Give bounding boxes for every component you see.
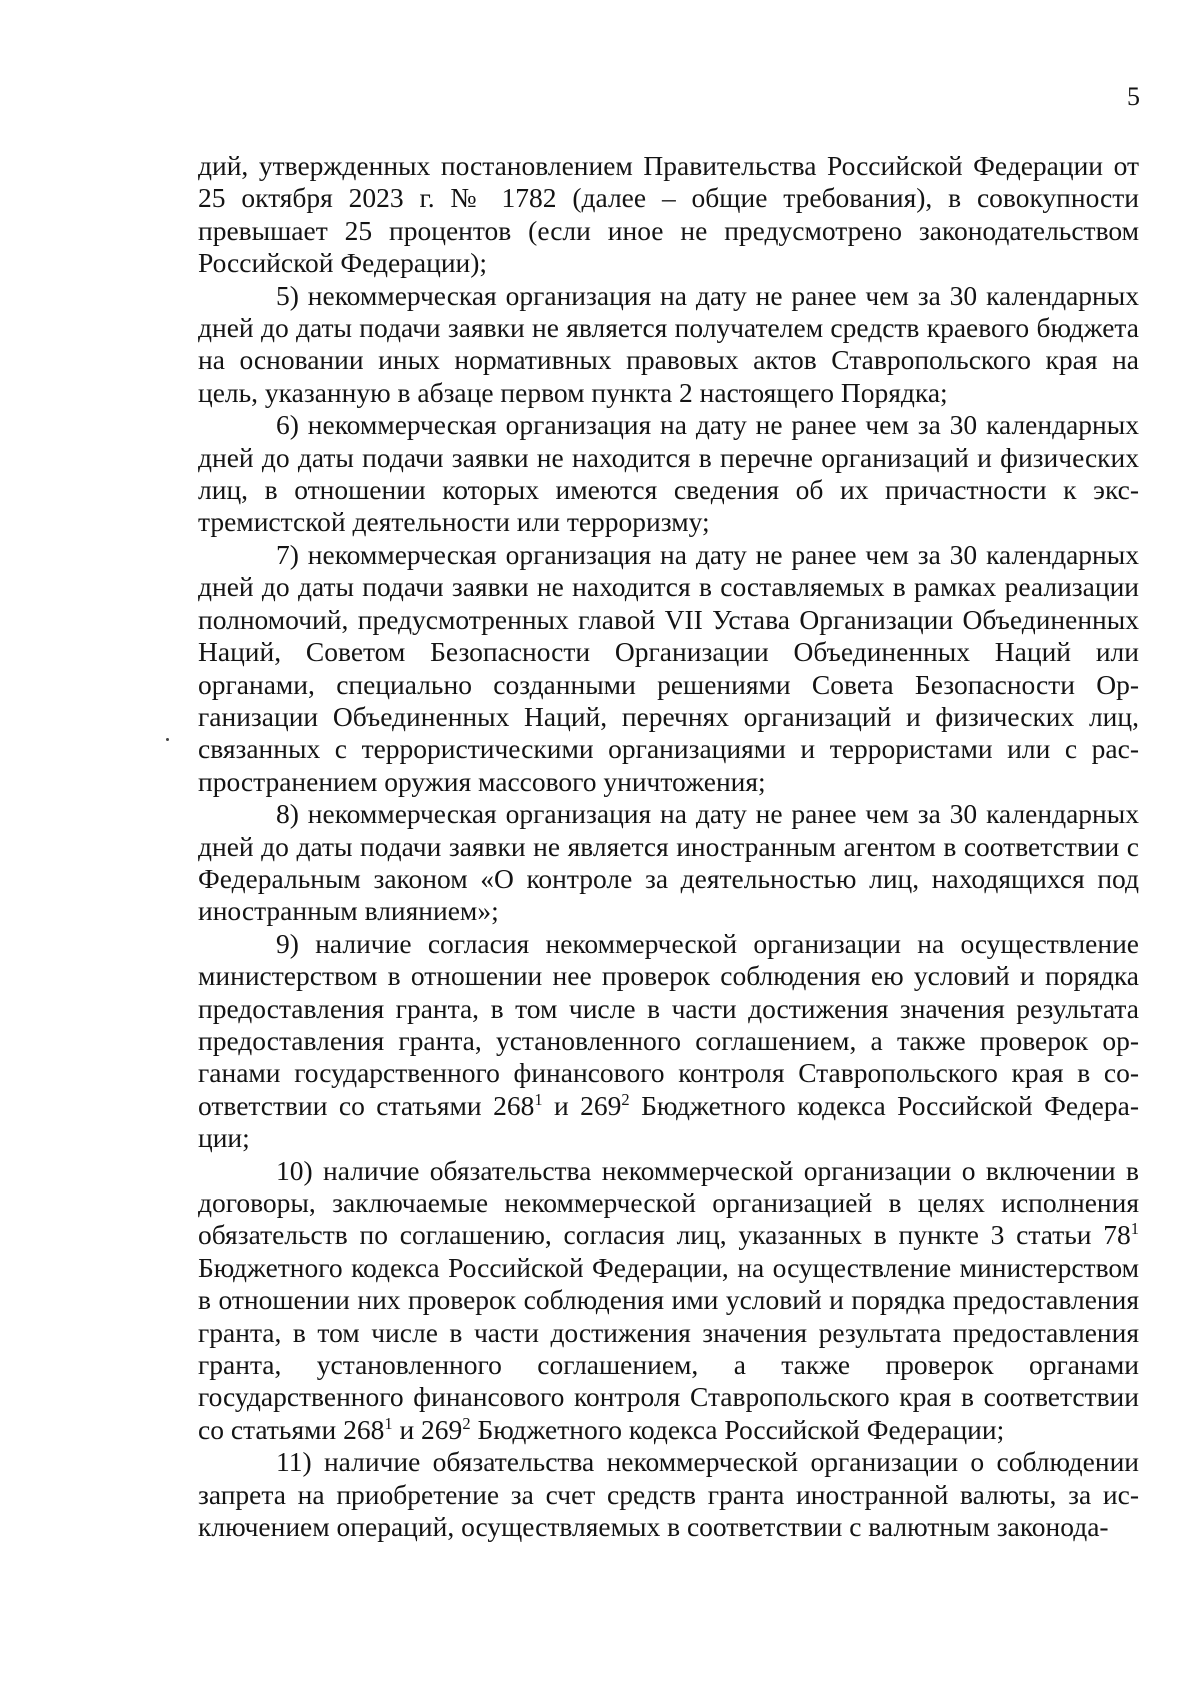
paragraph [198,539,1139,798]
paragraph-text: 7) некоммерческая организация на дату не ранее чем за 30 календарных дней до даты подачи заявки не находится в составляемых в рамках реализации полномочий, предусмотренных главой VII Устава Организации Объединенных Наций, Советом Безопасности Организации Объединенных Наций или органами, специально созданными решениями Совета Безопасности Организации Объединенных Наций, перечнях организаций и физических лиц, связанных с террористическими организациями и террористами или с распространением оружия массового уничтожения; [198,538,1139,797]
paragraph-text: дий, утвержденных постановлением Правительства Российской Федерации от 25 октября 2023 г. № 1782 (далее – общие требования), в совокупности превышает 25 процентов (если иное не предусмотрено законодательством Российской Федерации); [198,150,1139,279]
superscript: 1 [534,1089,543,1109]
paragraph-text: и 269 [392,1413,463,1445]
paragraph-text: Бюджетного кодекса Российской Федерации, на осуществление министерством в отношении них проверок соблюдения ими условий и порядка предоставления гранта, в том числе в части достижения значения результата предоставления гранта, установленного соглашением, а также проверок органами государственного финансового контроля Ставропольского края в соответствии со статьями 268 [198,1251,1139,1445]
paragraph [198,928,1139,1155]
paragraph-text: и 269 [542,1089,622,1121]
paragraph-text: Бюджетного кодекса Российской Федерации; [470,1413,1005,1445]
superscript: 1 [1130,1219,1139,1239]
paragraph-text: 5) некоммерческая организация на дату не ранее чем за 30 календарных дней до даты подачи заявки не является получателем средств краевого бюджета на основании иных нормативных правовых актов Ставропольского края на цель, указанную в абзаце первом пункта 2 настоящего Порядка; [198,279,1139,408]
paragraph-text: 9) наличие согласия некоммерческой организации на осуществление министерством в отношении нее проверок соблюдения ею условий и порядка предоставления гранта, в том числе в части достижения значения результата предоставления гранта, установленного соглашением, а также проверок органами государственного финансового контроля Ставропольского края в соответствии со статьями 268 [198,927,1139,1121]
paragraph [198,280,1139,410]
paragraph [198,1446,1139,1543]
paragraph-text: 8) некоммерческая организация на дату не ранее чем за 30 календарных дней до даты подачи заявки не является иностранным агентом в соответствии с Федеральным законом «О контроле за деятельностью лиц, находящихся под иностранным влиянием»; [198,798,1139,927]
paragraph [198,150,1139,280]
superscript: 2 [462,1413,471,1433]
paragraph [198,409,1139,539]
paragraph-text: 6) некоммерческая организация на дату не ранее чем за 30 календарных дней до даты подачи заявки не находится в перечне организаций и физических лиц, в отношении которых имеются сведения об их причастности к экстремистской деятельности или терроризму; [198,409,1139,538]
paragraph [198,1155,1139,1447]
page-number: 5 [1127,82,1140,111]
superscript: 1 [384,1413,393,1433]
document-body [198,150,1139,1543]
paragraph [198,798,1139,928]
scan-speck [166,738,169,741]
paragraph-text: 10) наличие обязательства некоммерческой организации о включении в договоры, заключаемые некоммерческой организацией в целях исполнения обязательств по соглашению, согласия лиц, указанных в пункте 3 статьи 78 [198,1154,1139,1251]
superscript: 2 [621,1089,630,1109]
paragraph-text: Бюджетного кодекса Российской Федерации; [198,1089,1139,1154]
paragraph-text: 11) наличие обязательства некоммерческой организации о соблюдении запрета на приобретение за счет средств гранта иностранной валюты, за исключением операций, осуществляемых в соответствии с валютным законода- [198,1446,1139,1543]
